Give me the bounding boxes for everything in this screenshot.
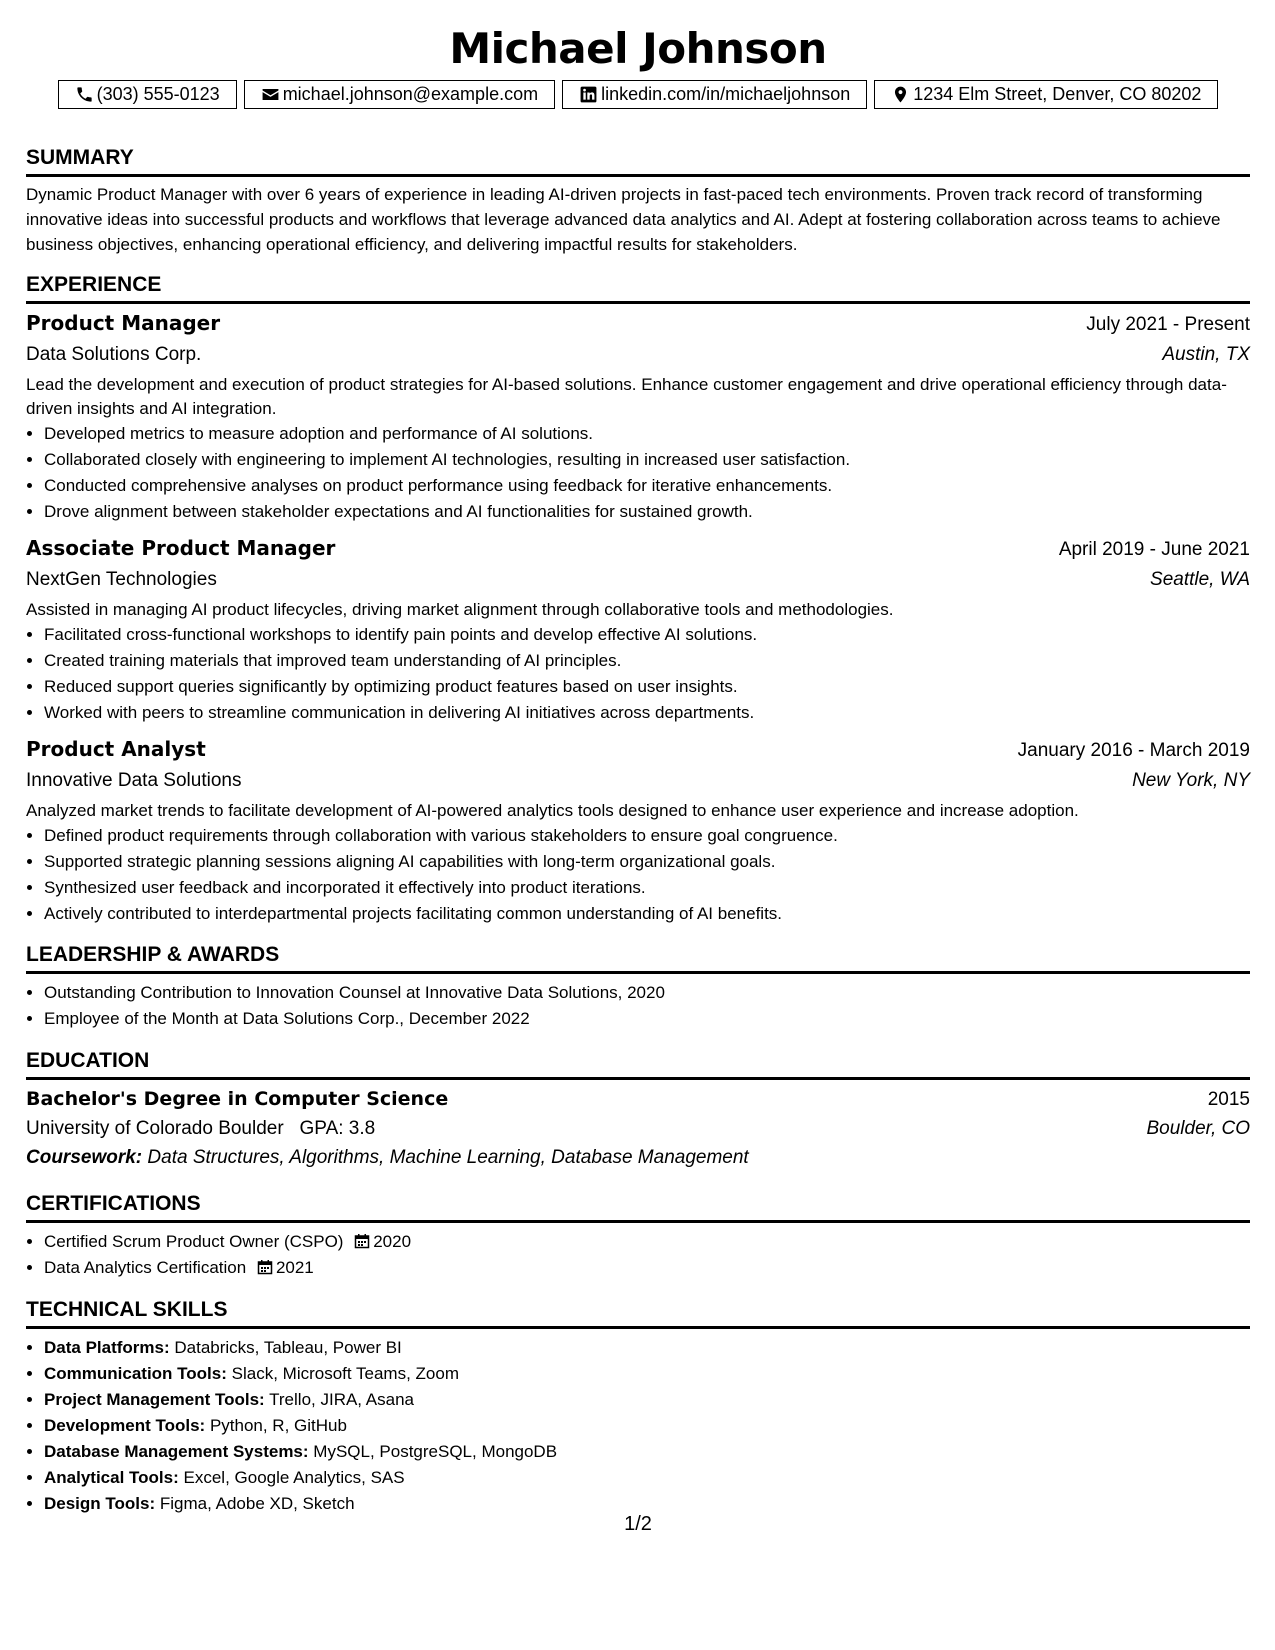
list-item [44, 1439, 1250, 1465]
job-date: January 2016 - March 2019 [1017, 740, 1250, 761]
job-date: July 2021 - Present [1086, 314, 1250, 335]
coursework-list: Data Structures, Algorithms, Machine Learning, Database Management [147, 1147, 749, 1168]
list-item: • Defined product requirements through collaboration with various stakeholders to ensure goal congruence. [44, 823, 1250, 849]
job-location: New York, NY [1132, 770, 1250, 791]
certifications-section [26, 1191, 1250, 1281]
phone-text: (303) 555-0123 [96, 84, 220, 104]
email-text: michael.johnson@example.com [282, 84, 539, 104]
phone-icon [75, 85, 94, 104]
skills-heading: TECHNICAL SKILLS [26, 1297, 1250, 1329]
list-item [44, 1229, 1250, 1255]
envelope-icon [261, 85, 280, 104]
skill-value: Slack, Microsoft Teams, Zoom [231, 1364, 459, 1383]
awards-section [26, 942, 1250, 1032]
job-company: NextGen Technologies [26, 569, 217, 590]
job-title: Associate Product Manager [26, 536, 336, 560]
list-item [44, 1335, 1250, 1361]
job-title: Product Analyst [26, 737, 206, 761]
calendar-icon [257, 1259, 273, 1275]
summary-section [26, 145, 1250, 257]
list-item: • Conducted comprehensive analyses on product performance using feedback for iterative enhancements. [44, 473, 1250, 499]
list-item [44, 1255, 1250, 1281]
graduation-year: 2015 [1207, 1089, 1250, 1110]
summary-text: Dynamic Product Manager with over 6 years of experience in leading AI-driven projects in fast-paced tech environments. Proven track record of transforming innovative ideas into successful products and workflows that leverage advanced data analytics and AI. Adept at fostering collaboration across teams to achieve business objectives, enhancing operational efficiency, and delivering impactful results for stakeholders. [26, 185, 1221, 254]
list-item: • Worked with peers to streamline communication in delivering AI initiatives across departments. [44, 700, 1250, 726]
candidate-name: Michael Johnson [449, 24, 827, 73]
skills-section [26, 1297, 1250, 1517]
skill-value: Figma, Adobe XD, Sketch [159, 1494, 355, 1513]
job-location: Austin, TX [1162, 344, 1250, 365]
job-bullets [26, 421, 1250, 525]
list-item: • Facilitated cross-functional workshops to identify pain points and develop effective AI solutions. [44, 622, 1250, 648]
degree-title: Bachelor's Degree in Computer Science [26, 1088, 449, 1110]
job-description: Analyzed market trends to facilitate development of AI-powered analytics tools designed to enhance user experience and increase adoption. [26, 801, 1079, 820]
calendar-icon [354, 1233, 370, 1249]
job-entry [26, 533, 1250, 726]
certification-name: Certified Scrum Product Owner (CSPO) [44, 1232, 344, 1251]
address-chip[interactable] [874, 80, 1218, 109]
awards-list [26, 980, 1250, 1032]
resume-page [26, 22, 1250, 1535]
list-item: • Drove alignment between stakeholder expectations and AI functionalities for sustained growth. [44, 499, 1250, 525]
school-name: University of Colorado Boulder [26, 1118, 284, 1139]
list-item: • Collaborated closely with engineering to implement AI technologies, resulting in increased user satisfaction. [44, 447, 1250, 473]
job-title: Product Manager [26, 311, 221, 335]
job-bullets [26, 823, 1250, 927]
list-item [44, 1361, 1250, 1387]
list-item: • Employee of the Month at Data Solutions Corp., December 2022 [44, 1006, 1250, 1032]
list-item: • Reduced support queries significantly by optimizing product features based on user insights. [44, 674, 1250, 700]
skill-label: Development Tools: [44, 1416, 206, 1435]
list-item: • Actively contributed to interdepartmental projects facilitating common understanding of AI benefits. [44, 901, 1250, 927]
coursework [26, 1143, 1250, 1173]
education-section [26, 1048, 1250, 1173]
job-company: Innovative Data Solutions [26, 770, 242, 791]
skill-label: Project Management Tools: [44, 1390, 265, 1409]
job-date: April 2019 - June 2021 [1058, 539, 1250, 560]
job-company: Data Solutions Corp. [26, 344, 202, 365]
phone-chip[interactable] [58, 80, 237, 109]
contact-bar [26, 80, 1250, 109]
certification-year: 2020 [373, 1232, 412, 1251]
list-item: • Outstanding Contribution to Innovation Counsel at Innovative Data Solutions, 2020 [44, 980, 1250, 1006]
linkedin-text: linkedin.com/in/michaeljohnson [601, 84, 851, 104]
certifications-list [26, 1229, 1250, 1281]
email-chip[interactable] [244, 80, 555, 109]
certification-year: 2021 [275, 1258, 314, 1277]
certifications-heading: CERTIFICATIONS [26, 1191, 1250, 1223]
address-text: 1234 Elm Street, Denver, CO 80202 [913, 84, 1202, 104]
awards-heading: LEADERSHIP & AWARDS [26, 942, 1250, 974]
linkedin-chip[interactable] [562, 80, 867, 109]
job-description: Assisted in managing AI product lifecycles, driving market alignment through collaborative tools and methodologies. [26, 600, 894, 619]
map-pin-icon [891, 85, 910, 104]
skill-value: Python, R, GitHub [209, 1416, 347, 1435]
list-item: • Supported strategic planning sessions aligning AI capabilities with long-term organizational goals. [44, 849, 1250, 875]
list-item: • Synthesized user feedback and incorporated it effectively into product iterations. [44, 875, 1250, 901]
job-entry [26, 734, 1250, 927]
job-bullets [26, 622, 1250, 726]
list-item [44, 1465, 1250, 1491]
skill-value: Excel, Google Analytics, SAS [183, 1468, 405, 1487]
list-item [44, 1387, 1250, 1413]
job-description: Lead the development and execution of product strategies for AI-based solutions. Enhance customer engagement and drive operational efficiency through data-driven insights and AI integration. [26, 375, 1227, 418]
skill-value: Trello, JIRA, Asana [269, 1390, 415, 1409]
certification-name: Data Analytics Certification [44, 1258, 247, 1277]
skills-list [26, 1335, 1250, 1517]
skill-value: Databricks, Tableau, Power BI [174, 1338, 402, 1357]
skill-label: Analytical Tools: [44, 1468, 179, 1487]
gpa: GPA: 3.8 [299, 1118, 376, 1139]
linkedin-icon [579, 85, 598, 104]
skill-label: Data Platforms: [44, 1338, 170, 1357]
experience-heading: EXPERIENCE [26, 272, 1250, 304]
experience-section [26, 272, 1250, 927]
education-heading: EDUCATION [26, 1048, 1250, 1080]
coursework-label: Coursework: [26, 1147, 143, 1168]
list-item [44, 1413, 1250, 1439]
skill-label: Communication Tools: [44, 1364, 227, 1383]
job-location: Seattle, WA [1150, 569, 1250, 590]
skill-label: Database Management Systems: [44, 1442, 309, 1461]
school-location: Boulder, CO [1146, 1118, 1250, 1139]
skill-value: MySQL, PostgreSQL, MongoDB [313, 1442, 558, 1461]
page-number: 1/2 [624, 1513, 652, 1535]
job-entry [26, 308, 1250, 525]
list-item: • Created training materials that improved team understanding of AI principles. [44, 648, 1250, 674]
skill-label: Design Tools: [44, 1494, 156, 1513]
summary-heading: SUMMARY [26, 145, 1250, 177]
list-item: • Developed metrics to measure adoption and performance of AI solutions. [44, 421, 1250, 447]
